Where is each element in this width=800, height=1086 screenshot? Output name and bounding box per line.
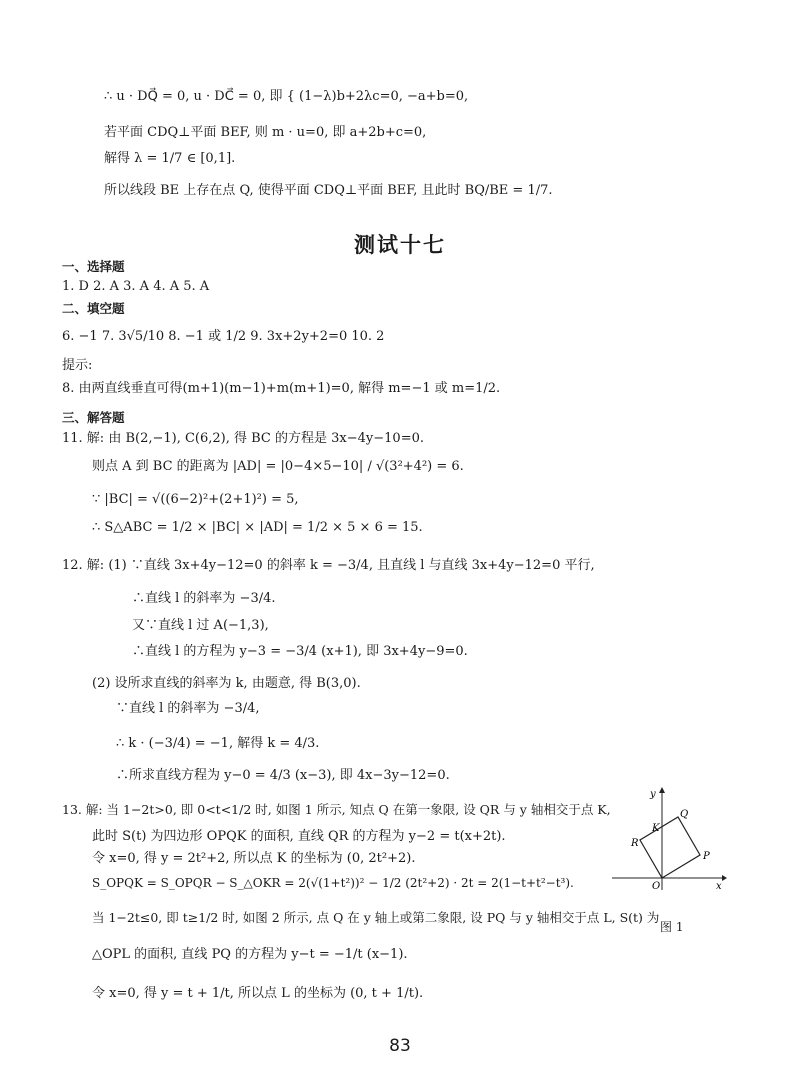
test-title: 测试十七 xyxy=(354,233,446,257)
solution-line: ∴ S△ABC = 1/2 × |BC| × |AD| = 1/2 × 5 × 6 = 15. xyxy=(92,520,423,535)
solution-line: 解得 λ = 1/7 ∈ [0,1]. xyxy=(104,151,236,166)
label-p: P xyxy=(703,851,710,862)
hint-line: 8. 由两直线垂直可得(m+1)(m−1)+m(m+1)=0, 解得 m=−1 或 m=1/2. xyxy=(62,381,501,396)
label-q: Q xyxy=(680,809,689,820)
x-axis-arrow xyxy=(722,875,727,881)
solution-line: 所以线段 BE 上存在点 Q, 使得平面 CDQ⊥平面 BEF, 且此时 BQ/BE = 1/7. xyxy=(104,183,553,198)
solution-line: △OPL 的面积, 直线 PQ 的方程为 y−t = −1/t (x−1). xyxy=(92,947,408,962)
label-x: x xyxy=(716,881,722,890)
figure-caption: 图 1 xyxy=(660,920,684,934)
hint-label: 提示: xyxy=(62,358,93,373)
section-heading-choice: 一、选择题 xyxy=(62,259,125,274)
page-number: 83 xyxy=(389,1036,411,1056)
square-opqr xyxy=(640,817,700,878)
section-heading-answer: 三、解答题 xyxy=(62,410,125,425)
section-heading-fill: 二、填空题 xyxy=(62,301,125,316)
label-y: y xyxy=(650,789,656,800)
solution-line: ∴直线 l 的斜率为 −3/4. xyxy=(132,591,276,606)
fill-answers: 6. −1 7. 3√5/10 8. −1 或 1/2 9. 3x+2y+2=0 10. 2 xyxy=(62,329,385,344)
label-r: R xyxy=(631,838,639,849)
solution-line: 当 1−2t≤0, 即 t≥1/2 时, 如图 2 所示, 点 Q 在 y 轴上或第二象限, 设 PQ 与 y 轴相交于点 L, S(t) 为 xyxy=(92,910,660,925)
solution-line: ∴ u · DQ⃗ = 0, u · DC⃗ = 0, 即 { (1−λ)b+2λc=0, −a+b=0, xyxy=(104,89,469,104)
choice-answers: 1. D 2. A 3. A 4. A 5. A xyxy=(62,279,210,294)
solution-line: 11. 解: 由 B(2,−1), C(6,2), 得 BC 的方程是 3x−4y−10=0. xyxy=(62,431,424,446)
figure-1-diagram xyxy=(612,785,727,890)
solution-line: ∴直线 l 的方程为 y−3 = −3/4 (x+1), 即 3x+4y−9=0. xyxy=(132,644,468,659)
solution-line: 12. 解: (1) ∵直线 3x+4y−12=0 的斜率 k = −3/4, 且直线 l 与直线 3x+4y−12=0 平行, xyxy=(62,558,595,573)
solution-line: 13. 解: 当 1−2t>0, 即 0<t<1/2 时, 如图 1 所示, 知点 Q 在第一象限, 设 QR 与 y 轴相交于点 K, xyxy=(62,802,611,817)
solution-line: 则点 A 到 BC 的距离为 |AD| = |0−4×5−10| / √(3²+4²) = 6. xyxy=(92,459,464,474)
solution-line: ∵直线 l 的斜率为 −3/4, xyxy=(116,701,260,716)
solution-line: ∴ k · (−3/4) = −1, 解得 k = 4/3. xyxy=(116,736,320,751)
solution-line: S_OPQK = S_OPQR − S_△OKR = 2(√(1+t²))² − 1/2 (2t²+2) · 2t = 2(1−t+t²−t³). xyxy=(92,876,574,890)
solution-line: ∵ |BC| = √((6−2)²+(2+1)²) = 5, xyxy=(92,492,299,507)
solution-line: 又∵直线 l 过 A(−1,3), xyxy=(132,618,269,633)
solution-line: 令 x=0, 得 y = t + 1/t, 所以点 L 的坐标为 (0, t + 1/t). xyxy=(92,986,424,1001)
y-axis-arrow xyxy=(659,787,665,793)
label-k: K xyxy=(652,823,660,834)
solution-line: 此时 S(t) 为四边形 OPQK 的面积, 直线 QR 的方程为 y−2 = t(x+2t). xyxy=(92,829,506,844)
label-o: O xyxy=(652,881,661,890)
solution-line: 令 x=0, 得 y = 2t²+2, 所以点 K 的坐标为 (0, 2t²+2). xyxy=(92,851,416,866)
solution-line: 若平面 CDQ⊥平面 BEF, 则 m · u=0, 即 a+2b+c=0, xyxy=(104,125,427,140)
solution-line: ∴所求直线方程为 y−0 = 4/3 (x−3), 即 4x−3y−12=0. xyxy=(116,768,450,783)
solution-line: (2) 设所求直线的斜率为 k, 由题意, 得 B(3,0). xyxy=(92,676,361,691)
